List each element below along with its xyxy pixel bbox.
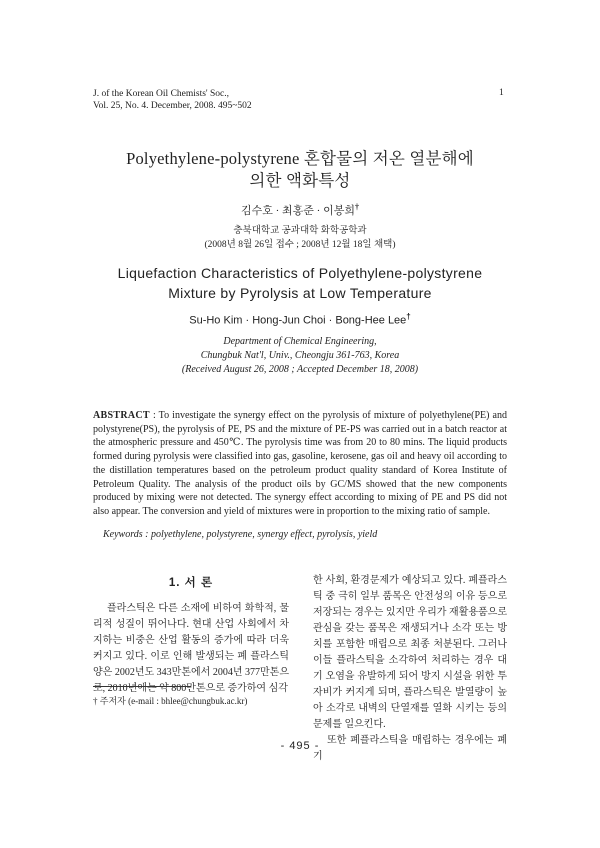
korean-title	[60, 148, 540, 192]
corresponding-mark-en: †	[406, 312, 411, 321]
english-title	[60, 263, 540, 303]
korean-authors	[60, 202, 540, 218]
english-title-line-2: Mixture by Pyrolysis at Low Temperature	[168, 285, 432, 301]
journal-line-2: Vol. 25, No. 4. December, 2008. 495~502	[93, 101, 252, 111]
korean-author-names: 김수호 · 최홍준 · 이봉희	[241, 205, 355, 217]
intro-paragraph-2: 한 사회, 환경문제가 예상되고 있다. 폐플라스틱 중 극히 일부 품목은 안전성의 이유 등으로 저장되는 경우는 있지만 우리가 재활용품으로 관심을 갖는 품목은 재생되거나 소각 또는 방치를 포함한 매립으로 최종 처분된다. 그러나 이들 플라스틱을 소각하여 처리하는 경우 대기 오염을 유발하게 되어 방지 시설을 위한 투자비가 커지게 되며, 플라스틱은 발열량이 높아 소각로 내벽의 단열재를 열화 시키는 등의 문제를 일으킨다.	[313, 575, 507, 730]
header-page-number: 1	[499, 88, 504, 98]
english-affiliation-line-3: (Received August 26, 2008 ; Accepted December 18, 2008)	[181, 364, 419, 375]
korean-title-line-2: 의한 액화특성	[249, 171, 351, 190]
english-authors	[60, 312, 540, 327]
english-affiliation	[60, 335, 540, 377]
english-title-line-1: Liquefaction Characteristics of Polyethylene-polystyrene	[117, 265, 483, 281]
body-column-right	[313, 573, 507, 765]
journal-citation	[93, 88, 252, 112]
abstract	[93, 409, 507, 519]
page-footer-number: - 495 -	[280, 740, 320, 752]
footnote: † 주저자 (e-mail : bhlee@chungbuk.ac.kr)	[93, 696, 248, 706]
section-title: 1. 서 론	[168, 577, 214, 589]
corresponding-mark: †	[354, 202, 359, 212]
korean-affiliation	[60, 224, 540, 252]
journal-line-1: J. of the Korean Oil Chemists' Soc.,	[93, 89, 230, 99]
keywords: Keywords : polyethylene, polystyrene, synergy effect, pyrolysis, yield	[103, 529, 378, 540]
korean-title-line-1: Polyethylene-polystyrene 혼합물의 저온 열분해에	[126, 149, 474, 168]
abstract-text: : To investigate the synergy effect on the pyrolysis of mixture of polyethylene(PE) and polystyrene(PS), the pyrolysis of PE, PS and the mixture of PE-PS was carried out in a batch reactor at the atmospheric pressure and 450℃. The pyrolysis time was from 20 to 80 mins. The liquid products formed during pyrolysis were classified into gas, gasoline, kerosene, gas oil and heavy oil according to the distillation temperatures based on the petroleum product quality standard of Korea Institute of Petroleum Quality. The analysis of the product oils by GC/MS showed that the new components produced by mixing were not detected. The synergy effect according to mixing of PE and PS did not also appear. The conversion and yield of mixtures were in proportion to the mixing ratio of sample.	[93, 410, 507, 517]
body-column-left	[93, 575, 289, 697]
english-affiliation-line-1: Department of Chemical Engineering,	[223, 336, 377, 347]
abstract-label: ABSTRACT	[93, 410, 150, 421]
korean-affiliation-line-2: (2008년 8월 26일 접수 ; 2008년 12월 18일 채택)	[204, 240, 396, 250]
intro-paragraph-1: 플라스틱은 다른 소재에 비하여 화학적, 물리적 성질이 뛰어나다. 현대 산업 사회에서 차지하는 비중은 산업 활동의 증가에 따라 더욱 커지고 있다. 이로 인해 발생되는 폐 플라스틱 양은 2002년도 343만톤에서 2004년 377만톤으로, 2010년에는 약 800만톤으로 증가하여 심각	[93, 603, 289, 694]
korean-affiliation-line-1: 충북대학교 공과대학 화학공학과	[233, 226, 367, 236]
footnote-divider	[93, 686, 191, 687]
english-author-names: Su-Ho Kim · Hong-Jun Choi · Bong-Hee Lee	[189, 314, 407, 327]
english-affiliation-line-2: Chungbuk Nat'l, Univ., Cheongju 361-763, Korea	[200, 350, 400, 361]
intro-paragraph-3: 또한 폐플라스틱을 매립하는 경우에는 폐기	[313, 735, 507, 762]
